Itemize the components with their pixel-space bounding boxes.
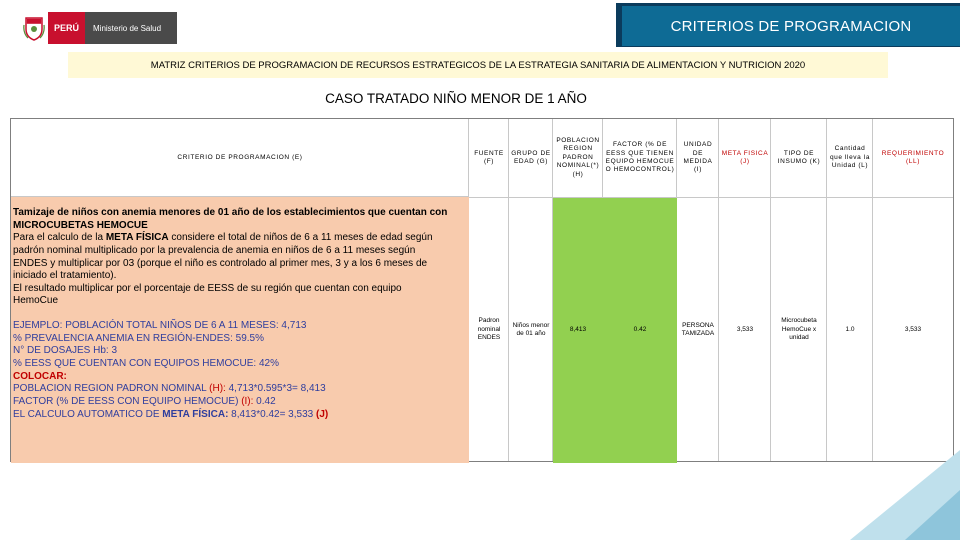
example-line: % PREVALENCIA ANEMIA EN REGIÓN-ENDES: 59.5% <box>13 332 265 344</box>
header-factor: FACTOR (% DE EESS QUE TIENEN EQUIPO HEMOCUE O HEMOCONTROL) <box>605 141 675 174</box>
criteria-line: Para el calculo de la META FÍSICA considere el total de niños de 6 a 11 meses de edad según <box>13 232 433 244</box>
header-qty: Cantidad que lleva la Unidad (L) <box>829 145 871 170</box>
criteria-cell <box>11 197 469 463</box>
logo-country: PERÚ <box>48 12 85 44</box>
header-unit: UNIDAD DE MEDIDA (I) <box>683 141 713 174</box>
cell-factor: 0.42 <box>603 197 677 463</box>
cell-qty: 1.0 <box>845 325 855 333</box>
ministry-logo <box>20 12 177 44</box>
criteria-line: MICROCUBETAS HEMOCUE <box>13 219 148 231</box>
cell-population: 8,413 <box>553 197 603 463</box>
example-line: FACTOR (% DE EESS CON EQUIPO HEMOCUE) (I): 0.42 <box>13 395 276 407</box>
criteria-line: HemoCue <box>13 295 59 307</box>
header-population: POBLACION REGION PADRON NOMINAL(*) (H) <box>556 136 600 178</box>
criteria-line: El resultado multiplicar por el porcentaje de EESS de su región que cuentan con equipo <box>13 282 402 294</box>
cell-input-type: Microcubeta HemoCue x unidad <box>781 317 817 342</box>
header-goal: META FISICA (J) <box>721 149 769 165</box>
header-age-group: GRUPO DE EDAD (G) <box>511 149 551 165</box>
peru-coat-of-arms-icon <box>20 12 48 44</box>
header-divider <box>469 197 953 198</box>
example-line: % EESS QUE CUENTAN CON EQUIPOS HEMOCUE: 42% <box>13 358 279 370</box>
cell-age-group: Niños menor de 01 año <box>512 321 550 337</box>
criteria-line: Tamizaje de niños con anemia menores de 01 año de los establecimientos que cuentan con <box>13 207 448 218</box>
cell-goal: 3,533 <box>736 325 754 333</box>
example-line: COLOCAR: <box>13 370 67 382</box>
example-line: N° DE DOSAJES Hb: 3 <box>13 345 118 357</box>
header-criteria: CRITERIO DE PROGRAMACION (E) <box>11 119 469 197</box>
logo-ministry: Ministerio de Salud <box>85 12 177 44</box>
decorative-corner <box>810 450 960 540</box>
cell-requirement: 3,533 <box>904 325 922 333</box>
example-line: POBLACION REGION PADRON NOMINAL (H): 4,713*0.595*3= 8,413 <box>13 383 326 395</box>
criteria-line: padrón nominal multiplicado por la prevalencia de anemia en niños de 6 a 11 meses según <box>13 244 416 256</box>
header-source: FUENTE (F) <box>474 149 504 165</box>
programming-table <box>10 118 954 462</box>
banner-title: CRITERIOS DE PROGRAMACION <box>622 6 960 46</box>
example-line: EJEMPLO: POBLACIÓN TOTAL NIÑOS DE 6 A 11 MESES: 4,713 <box>13 320 307 332</box>
case-title: CASO TRATADO NIÑO MENOR DE 1 AÑO <box>325 91 587 106</box>
header-input-type: TIPO DE INSUMO (K) <box>777 149 821 165</box>
header-requirement: REQUERIMIENTO (LL) <box>881 149 945 165</box>
matrix-title: MATRIZ CRITERIOS DE PROGRAMACION DE RECURSOS ESTRATEGICOS DE LA ESTRATEGIA SANITARIA DE ALIMENTACION Y NUTRICION 2020 <box>68 52 888 78</box>
example-line: EL CALCULO AUTOMATICO DE META FÍSICA: 8,413*0.42= 3,533 (J) <box>13 408 329 420</box>
criteria-line: iniciado el tratamiento). <box>13 270 117 282</box>
cell-unit: PERSONA TAMIZADA <box>681 321 715 337</box>
criteria-line: ENDES y multiplicar por 03 (porque el niño es controlado al primer mes, 3 y a los 6 meses de <box>13 257 428 269</box>
cell-source: Padron nominal ENDES <box>477 317 501 342</box>
